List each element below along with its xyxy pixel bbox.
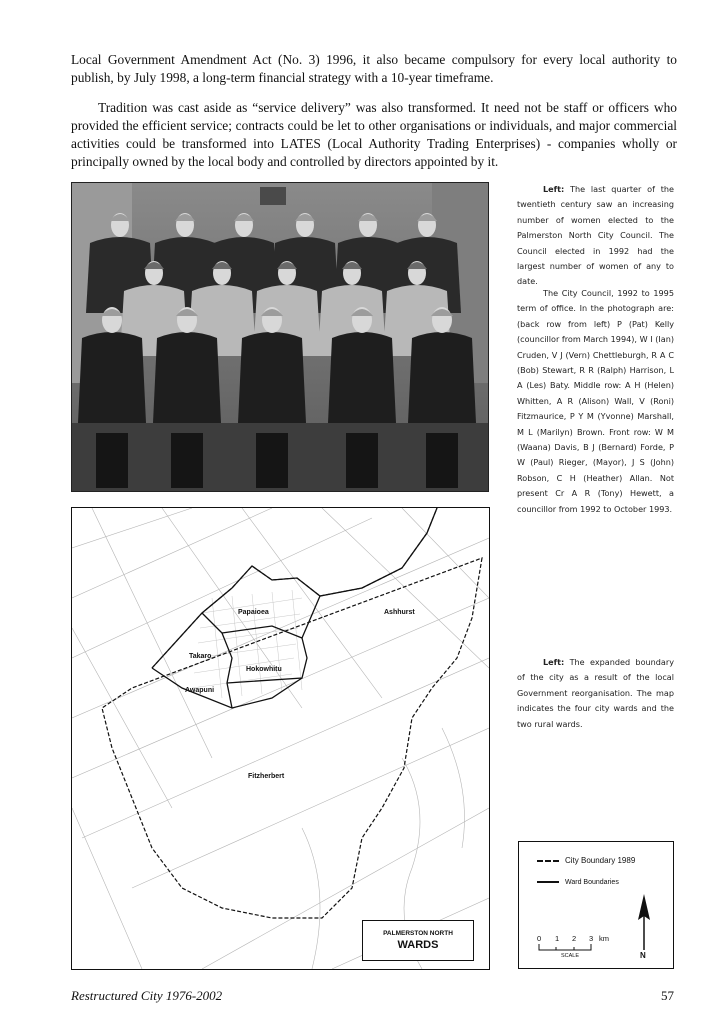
council-photo-image <box>72 183 488 491</box>
photo-caption-lead: Left: <box>543 184 565 194</box>
wards-map <box>71 507 490 970</box>
scale-unit: km <box>599 934 609 943</box>
body-paragraph-2: Tradition was cast aside as “service delivery” was also transformed. It need not be staff or officers who provided the efficient service; contracts could be let to other organisations or individuals, and major commercial activities could be transformed into LATES (Local Authority Trading Enterprises) - companies wholly or principally owned by the local body and controlled by directors appointed by it. <box>71 100 677 169</box>
photo-caption-text-1: The last quarter of the twentieth century saw an increasing number of women elected to the Palmerston North City Council. The Council elected in 1992 had the largest number of women of any to date. <box>517 184 674 287</box>
photo-caption-part-2: The City Council, 1992 to 1995 term of office. In the photograph are: (back row from left) P (Pat) Kelly (councillor from March 1994), W I (Ian) Cruden, V J (Vern) Chettleburgh, R A C (Bob) Stewart, R R (Ralph) Harrison, L A (Les) Baty. Middle row: A H (Helen) Whitten, A R (Alison) Wall, V (Roni) Fitzmaurice, P Y M (Yvonne) Marshall, M L (Marilyn) Brown. Front row: W M (Waana) Davis, B J (Bernard) Forde, P W (Paul) Rieger, (Mayor), J S (John) Robson, C H (Heather) Allan. Not present Cr A R (Tony) Hewett, a councillor from 1992 to October 1993. <box>517 288 674 514</box>
scale-bar <box>537 934 617 959</box>
map-title-box <box>362 920 474 961</box>
scale-tick-2: 2 <box>572 934 577 943</box>
map-title-line-2: WARDS <box>397 939 439 951</box>
photo-caption-part-1 <box>517 182 674 290</box>
wards-map-drawing <box>72 508 489 969</box>
ward-label-fitzherbert: Fitzherbert <box>248 773 285 780</box>
scale-bar-icon <box>537 943 597 953</box>
council-group-photo <box>71 182 489 492</box>
body-paragraph-1: Local Government Amendment Act (No. 3) 1996, it also became compulsory for every local authority to publish, by July 1998, a long-term financial strategy with a 10-year timeframe. <box>71 52 677 85</box>
legend-ward-boundaries <box>537 879 619 886</box>
map-caption <box>517 655 674 732</box>
scale-tick-0: 0 <box>537 934 542 943</box>
ward-label-ashhurst: Ashhurst <box>384 609 415 616</box>
north-label: N <box>640 951 646 960</box>
ward-label-papaioea: Papaioea <box>238 609 269 616</box>
north-arrow <box>637 894 651 964</box>
dashed-line-icon <box>537 860 559 862</box>
scale-tick-3: 3 <box>589 934 594 943</box>
page-number: 57 <box>661 988 674 1003</box>
map-caption-text: The expanded boundary of the city as a result of the local Government reorganisation. The map indicates the four city wards and the two rural wards. <box>517 657 674 729</box>
ward-label-takaro: Takaro <box>189 653 212 660</box>
scale-label: SCALE <box>561 953 580 959</box>
legend-city-boundary <box>537 856 635 865</box>
map-title-line-1: PALMERSTON NORTH <box>383 930 453 937</box>
legend-ward-boundaries-label: Ward Boundaries <box>565 879 619 886</box>
scale-tick-1: 1 <box>555 934 560 943</box>
map-legend <box>518 841 674 969</box>
ward-label-awapuni: Awapuni <box>185 687 215 694</box>
ward-label-hokowhitu: Hokowhitu <box>246 666 282 673</box>
north-arrow-icon <box>637 894 651 952</box>
solid-line-icon <box>537 881 559 883</box>
legend-city-boundary-label: City Boundary 1989 <box>565 856 636 865</box>
footer-book-title: Restructured City 1976-2002 <box>71 988 223 1003</box>
map-caption-lead: Left: <box>543 657 565 667</box>
